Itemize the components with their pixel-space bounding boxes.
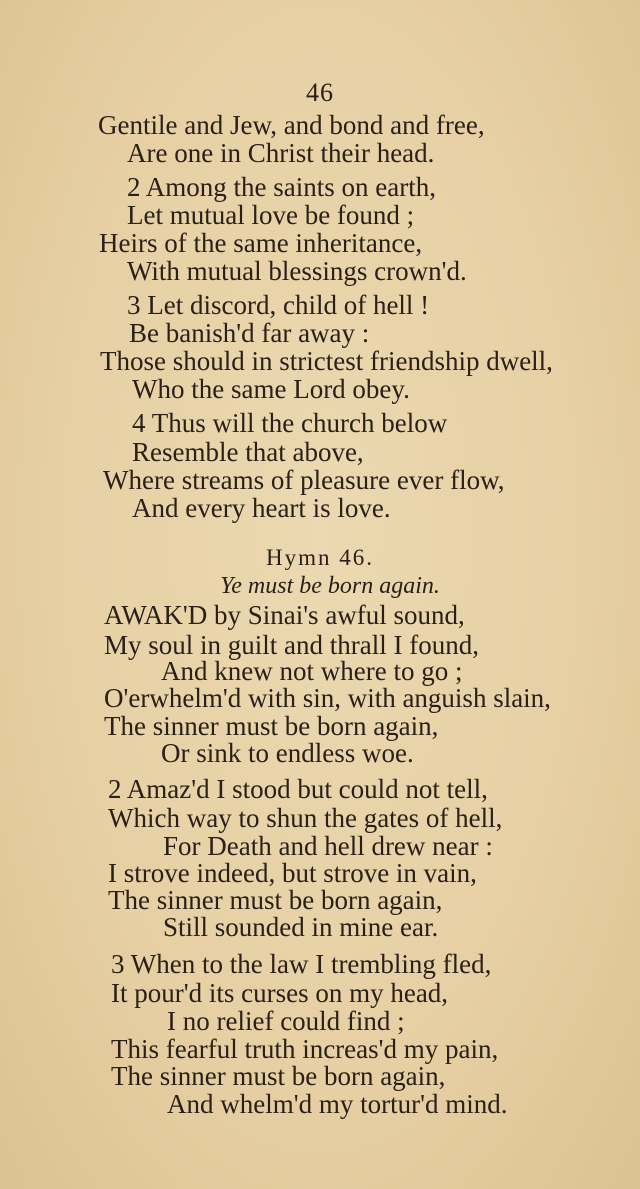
verse-line: And whelm'd my tortur'd mind.	[167, 1089, 508, 1119]
verse-line: And every heart is love.	[132, 493, 391, 523]
verse-line: Are one in Christ their head.	[127, 138, 435, 168]
verse-line: Who the same Lord obey.	[132, 374, 410, 404]
verse-line: This fearful truth increas'd my pain,	[111, 1034, 499, 1064]
hymn-title: Hymn 46.	[266, 545, 374, 570]
verse-line: I strove indeed, but strove in vain,	[108, 858, 477, 888]
verse-line: 3 Let discord, child of hell !	[127, 290, 430, 320]
verse-line: Heirs of the same inheritance,	[99, 228, 423, 258]
verse-line: I no relief could find ;	[167, 1006, 405, 1036]
verse-line: Those should in strictest friendship dwell,	[100, 346, 553, 376]
verse-line: O'erwhelm'd with sin, with anguish slain,	[104, 683, 551, 713]
verse-line: 3 When to the law I trembling fled,	[111, 949, 492, 979]
hymn-subtitle: Ye must be born again.	[220, 573, 440, 599]
verse-line: 2 Amaz'd I stood but could not tell,	[108, 774, 488, 804]
verse-line: Let mutual love be found ;	[127, 200, 415, 230]
page-number: 46	[306, 78, 334, 107]
verse-line: 4 Thus will the church below	[132, 408, 448, 438]
verse-line: Still sounded in mine ear.	[163, 912, 439, 942]
verse-line: It pour'd its curses on my head,	[111, 978, 449, 1008]
verse-line: My soul in guilt and thrall I found,	[104, 630, 479, 660]
verse-line: And knew not where to go ;	[161, 656, 463, 686]
verse-line: The sinner must be born again,	[111, 1061, 446, 1091]
verse-line: For Death and hell drew near :	[163, 831, 493, 861]
verse-line: With mutual blessings crown'd.	[127, 256, 467, 286]
verse-line: The sinner must be born again,	[108, 885, 443, 915]
verse-line: Be banish'd far away :	[129, 318, 370, 348]
verse-line: Gentile and Jew, and bond and free,	[98, 110, 485, 140]
verse-line: 2 Among the saints on earth,	[127, 172, 436, 202]
verse-line: Resemble that above,	[132, 437, 364, 467]
verse-line: AWAK'D by Sinai's awful sound,	[104, 600, 465, 630]
verse-line: Which way to shun the gates of hell,	[108, 803, 503, 833]
verse-line: Where streams of pleasure ever flow,	[103, 465, 505, 495]
verse-line: The sinner must be born again,	[104, 711, 439, 741]
verse-line: Or sink to endless woe.	[161, 738, 414, 768]
